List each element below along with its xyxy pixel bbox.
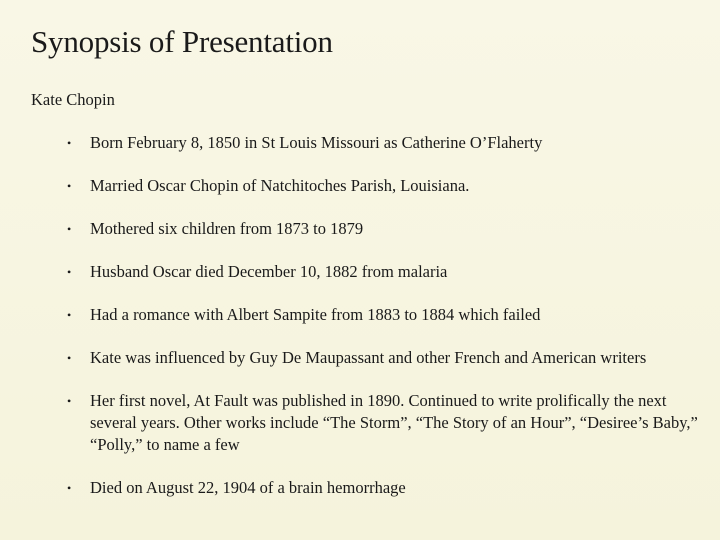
bullet-text: Kate was influenced by Guy De Maupassant and other French and American writers xyxy=(90,348,647,367)
bullet-item xyxy=(66,261,706,283)
bullet-text: Died on August 22, 1904 of a brain hemorrhage xyxy=(90,478,406,497)
slide-subtitle: Kate Chopin xyxy=(31,90,115,109)
bullet-text: Mothered six children from 1873 to 1879 xyxy=(90,219,364,238)
bullet-dot-icon: • xyxy=(67,222,72,236)
bullet-item xyxy=(66,390,706,456)
bullet-item xyxy=(66,132,706,154)
bullet-list xyxy=(66,132,706,520)
slide-title: Synopsis of Presentation xyxy=(31,24,333,59)
bullet-text: Had a romance with Albert Sampite from 1883 to 1884 which failed xyxy=(90,305,541,324)
bullet-item xyxy=(66,218,706,240)
bullet-text: Married Oscar Chopin of Natchitoches Parish, Louisiana. xyxy=(90,176,470,195)
bullet-dot-icon: • xyxy=(67,136,72,150)
bullet-text: Born February 8, 1850 in St Louis Missouri as Catherine O’Flaherty xyxy=(90,133,543,152)
bullet-dot-icon: • xyxy=(67,179,72,193)
bullet-dot-icon: • xyxy=(67,308,72,322)
bullet-dot-icon: • xyxy=(67,351,72,365)
bullet-dot-icon: • xyxy=(67,481,72,495)
bullet-text: Her first novel, At Fault was published in 1890. Continued to write prolifically the next several years. Other works include “The Storm”, “The Story of an Hour”, “Desiree’s Baby,” “Polly,” to name a few xyxy=(90,391,698,454)
bullet-item xyxy=(66,347,706,369)
bullet-dot-icon: • xyxy=(67,265,72,279)
bullet-text: Husband Oscar died December 10, 1882 from malaria xyxy=(90,262,448,281)
bullet-item xyxy=(66,477,706,499)
bullet-dot-icon: • xyxy=(67,394,72,408)
bullet-item xyxy=(66,304,706,326)
bullet-item xyxy=(66,175,706,197)
